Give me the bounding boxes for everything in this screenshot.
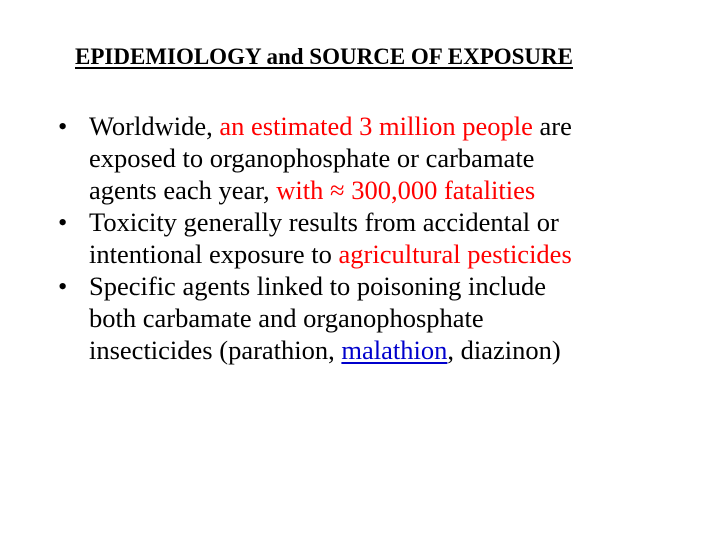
highlighted-text: agricultural pesticides bbox=[338, 239, 572, 269]
text-segment: Worldwide, bbox=[89, 111, 220, 141]
text-segment: , diazinon) bbox=[447, 335, 561, 365]
highlighted-text: an estimated 3 million people bbox=[219, 111, 533, 141]
text-segment: agents each year, bbox=[89, 175, 277, 205]
bullet-line: Toxicity generally results from accidental or bbox=[89, 207, 559, 237]
text-segment: insecticides (parathion, bbox=[89, 335, 342, 365]
bullet-specific-agents bbox=[58, 270, 698, 366]
bullet-line: Specific agents linked to poisoning include bbox=[89, 271, 547, 301]
bullet-line bbox=[89, 334, 698, 366]
bullet-marker: • bbox=[58, 271, 68, 301]
bullet-line: exposed to organophosphate or carbamate bbox=[89, 143, 535, 173]
bullet-line bbox=[89, 110, 698, 142]
malathion-link[interactable]: malathion bbox=[341, 335, 448, 365]
highlighted-text: with ≈ 300,000 fatalities bbox=[276, 175, 536, 205]
bullet-list bbox=[58, 110, 698, 366]
bullet-worldwide-exposure bbox=[58, 110, 698, 206]
bullet-toxicity-cause bbox=[58, 206, 698, 270]
bullet-marker: • bbox=[58, 111, 68, 141]
bullet-marker: • bbox=[58, 207, 68, 237]
text-segment: intentional exposure to bbox=[89, 239, 339, 269]
bullet-line bbox=[89, 238, 698, 270]
bullet-line: both carbamate and organophosphate bbox=[89, 303, 484, 333]
slide-title: EPIDEMIOLOGY and SOURCE OF EXPOSURE bbox=[75, 44, 573, 69]
text-segment: are bbox=[532, 111, 572, 141]
bullet-line bbox=[89, 174, 698, 206]
